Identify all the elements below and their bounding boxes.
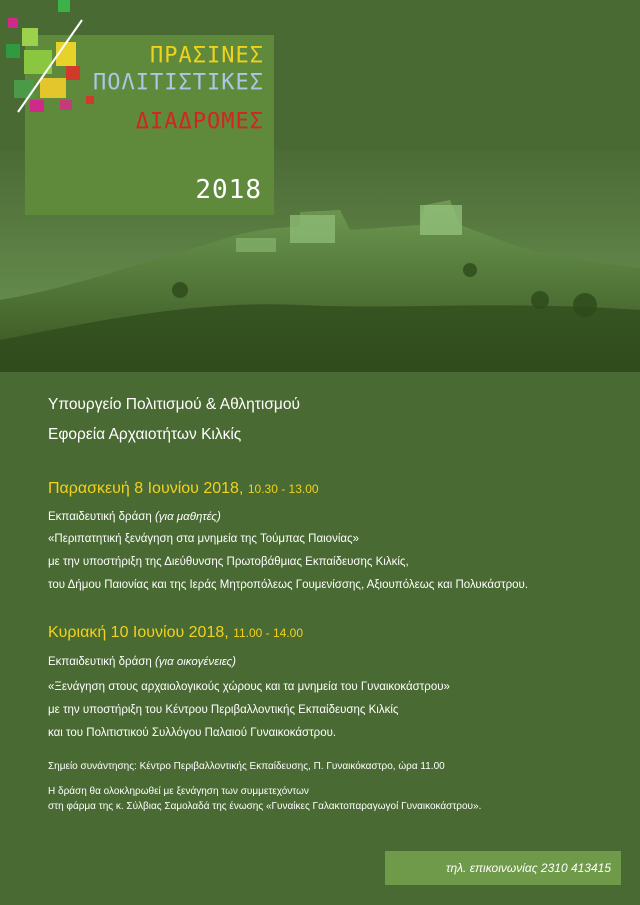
closing-line-1: Η δράση θα ολοκληρωθεί με ξενάγηση των συμμετεχόντων — [48, 786, 309, 797]
year: 2018 — [195, 175, 262, 205]
event2-heading — [48, 624, 303, 642]
title-line-1: ΠΡΑΣΙΝΕΣ — [150, 43, 264, 68]
event1-audience: (για μαθητές) — [154, 511, 221, 523]
event2-type: Εκπαιδευτική δράση — [48, 656, 152, 668]
meeting-point: Σημείο συνάντησης: Κέντρο Περιβαλλοντικής Εκπαίδευσης, Π. Γυναικόκαστρο, ώρα 11.00 — [48, 761, 445, 772]
event2-time: 11.00 - 14.00 — [233, 626, 303, 640]
event1-type: Εκπαιδευτική δράση — [48, 511, 152, 523]
event2-audience: (για οικογένειες) — [154, 656, 236, 668]
closing-line-2: στη φάρμα της κ. Σύλβιας Σαμολαδά της ένωσης «Γυναίκες Γαλακτοπαραγωγοί Γυναικοκάστρου». — [48, 801, 482, 812]
hero-image — [0, 0, 640, 372]
contact-box — [385, 851, 621, 885]
event1-type-line — [48, 511, 221, 523]
event1-time: 10.30 - 13.00 — [247, 482, 319, 496]
contact-phone: τηλ. επικοινωνίας 2310 413415 — [446, 861, 611, 875]
event2-support-2: και του Πολιτιστικού Συλλόγου Παλαιού Γυναικοκάστρου. — [48, 727, 337, 739]
event2-title: «Ξενάγηση στους αρχαιολογικούς χώρους και τα μνημεία του Γυναικοκάστρου» — [48, 681, 450, 693]
title-line-2: ΠΟΛΙΤΙΣΤΙΚΕΣ — [93, 70, 264, 95]
event1-support-1: με την υποστήριξη της Διεύθυνσης Πρωτοβάθμιας Εκπαίδευσης Κιλκίς, — [48, 556, 409, 568]
event1-date: Παρασκευή 8 Ιουνίου 2018, — [48, 480, 244, 497]
event2-date: Κυριακή 10 Ιουνίου 2018, — [48, 624, 229, 641]
event2-support-1: με την υποστήριξη του Κέντρου Περιβαλλοντικής Εκπαίδευσης Κιλκίς — [48, 704, 399, 716]
ephorate-name: Εφορεία Αρχαιοτήτων Κιλκίς — [48, 426, 242, 443]
event1-title: «Περιπατητική ξενάγηση στα μνημεία της Τούμπας Παιονίας» — [48, 533, 359, 545]
ministry-name: Υπουργείο Πολιτισμού & Αθλητισμού — [48, 396, 300, 413]
event1-support-2: του Δήμου Παιονίας και της Ιεράς Μητροπόλεως Γουμενίσσης, Αξιουπόλεως και Πολυκάστρου. — [48, 579, 529, 591]
title-line-3: ΔΙΑΔΡΟΜΕΣ — [135, 109, 264, 134]
event2-type-line — [48, 656, 236, 668]
event1-heading — [48, 480, 319, 498]
mosaic-logo — [0, 0, 100, 120]
